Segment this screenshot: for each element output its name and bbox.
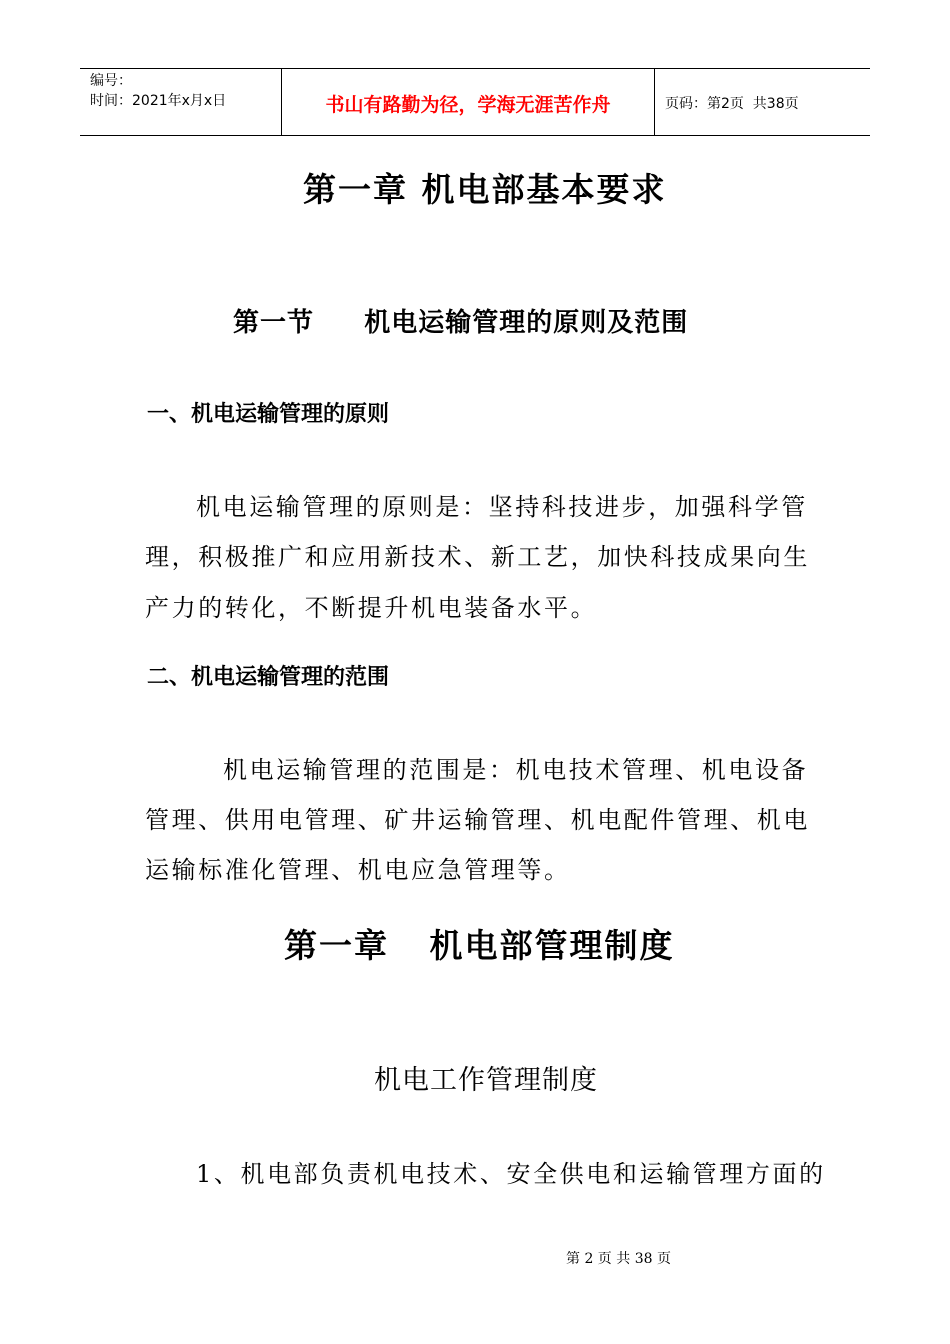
document-number-label: 编号： xyxy=(90,73,132,89)
subsection-heading-scope: 二、机电运输管理的范围 xyxy=(147,665,390,690)
subsection-heading-principles: 一、机电运输管理的原则 xyxy=(147,402,390,427)
header-motto-cell xyxy=(282,69,655,135)
paragraph-line: 产力的转化，不断提升机电装备水平。 xyxy=(145,594,598,622)
paragraph-line: 机电运输管理的范围是：机电技术管理、机电设备 xyxy=(223,756,809,784)
list-item-line: 1、机电部负责机电技术、安全供电和运输管理方面的 xyxy=(196,1160,826,1188)
document-date-label: 时间：2021年x月x日 xyxy=(90,93,227,109)
paragraph-line: 机电运输管理的原则是：坚持科技进步，加强科学管 xyxy=(196,493,808,521)
subsection-title: 机电工作管理制度 xyxy=(374,1065,598,1096)
chapter-title-2: 第一章 机电部管理制度 xyxy=(284,926,675,965)
header-page-info: 页码：第2页 共38页 xyxy=(665,96,799,112)
paragraph-line: 运输标准化管理、机电应急管理等。 xyxy=(145,856,571,884)
chapter-title: 第一章 机电部基本要求 xyxy=(303,170,667,209)
paragraph-line: 理，积极推广和应用新技术、新工艺，加快科技成果向生 xyxy=(145,543,810,571)
motto-text: 书山有路勤为径，学海无涯苦作舟 xyxy=(325,93,611,116)
document-header xyxy=(80,68,870,136)
paragraph-line: 管理、供用电管理、矿井运输管理、机电配件管理、机电 xyxy=(145,806,810,834)
section-title: 第一节 机电运输管理的原则及范围 xyxy=(233,308,689,338)
header-page-cell xyxy=(655,69,870,135)
page-footer: 第 2 页 共 38 页 xyxy=(566,1251,671,1267)
header-meta-cell xyxy=(80,69,282,135)
